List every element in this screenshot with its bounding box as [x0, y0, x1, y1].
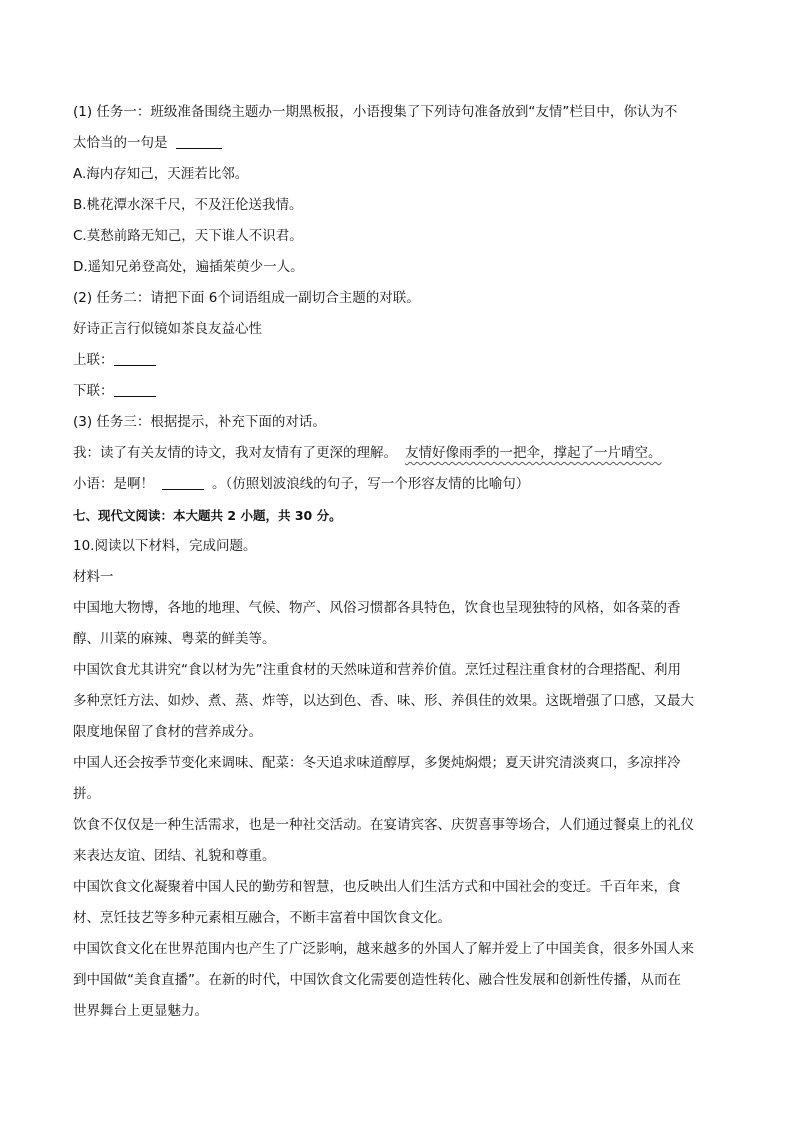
p4-line1: 饮食不仅仅是一种生活需求，也是一种社交活动。在宴请宾客、庆贺喜事等场合，人们通过餐桌上的礼仪 — [73, 817, 694, 833]
dialog-xiaoyu-suffix: 。（仿照划波浪线的句子，写一个形容友情的比喻句） — [212, 476, 530, 492]
lower-couplet-label: 下联： — [73, 383, 114, 399]
p5-line1: 中国饮食文化凝聚着中国人民的勤劳和智慧，也反映出人们生活方式和中国社会的变迁。千百年来，食 — [73, 879, 681, 895]
p4-line2: 来表达友谊、团结、礼貌和尊重。 — [73, 848, 276, 864]
dialog-xiaoyu-prefix: 小语：是啊！ — [73, 476, 154, 492]
wavy-underlined-sentence: 友情好像雨季的一把伞，撑起了一片晴空。 — [405, 445, 662, 461]
p6-line2: 到中国做“美食直播”。在新的时代，中国饮食文化需要创造性转化、融合性发展和创新性传播，从而在 — [73, 972, 681, 988]
section-heading-count: 2 — [227, 508, 237, 523]
q9-task1-line2-text: 太恰当的一句是 — [73, 135, 168, 151]
section-heading-suffix: 分。 — [316, 508, 342, 523]
p6-line3: 世界舞台上更显魅力。 — [73, 1003, 208, 1019]
dialog-xiaoyu-blank[interactable] — [162, 475, 204, 490]
dialog-xiaoyu — [73, 469, 723, 500]
p6-line1: 中国饮食文化在世界范围内也产生了广泛影响，越来越多的外国人了解并爱上了中国美食，很多外国人来 — [73, 941, 694, 957]
option-b: B.桃花潭水深千尺，不及汪伦送我情。 — [73, 197, 303, 213]
q9-task2: (2) 任务二：请把下面 6个词语组成一副切合主题的对联。 — [73, 290, 420, 306]
lower-couplet-line — [73, 376, 723, 407]
section-heading-mid: 小题，共 — [240, 508, 291, 523]
q10-title: 10.阅读以下材料，完成问题。 — [73, 538, 257, 554]
upper-couplet-line — [73, 345, 723, 376]
p3-line2: 拼。 — [73, 786, 100, 802]
q9-task1-line1: (1) 任务一：班级准备围绕主题办一期黑板报，小语搜集了下列诗句准备放到“友情”栏目中，你认为不 — [73, 104, 678, 120]
p1-line2: 醇、川菜的麻辣、粤菜的鲜美等。 — [73, 631, 276, 647]
dialog-me-prefix: 我：读了有关友情的诗文，我对友情有了更深的理解。 — [73, 445, 397, 461]
p5-line2: 材、烹饪技艺等多种元素相互融合，不断丰富着中国饮食文化。 — [73, 910, 451, 926]
q9-task3: (3) 任务三：根据提示，补充下面的对话。 — [73, 414, 326, 430]
q9-words: 好诗正言行似镜如茶良友益心性 — [73, 321, 262, 337]
p1-line1: 中国地大物博，各地的地理、气候、物产、风俗习惯都各具特色，饮食也呈现独特的风格，如各菜的香 — [73, 600, 681, 616]
section-heading-prefix: 七、现代文阅读：本大题共 — [73, 508, 224, 523]
option-c: C.莫愁前路无知己，天下谁人不识君。 — [73, 228, 303, 244]
p2-line3: 限度地保留了食材的营养成分。 — [73, 724, 262, 740]
document-page — [73, 97, 723, 1027]
option-a: A.海内存知己，天涯若比邻。 — [73, 166, 249, 182]
p3-line1: 中国人还会按季节变化来调味、配菜：冬天追求味道醇厚，多煲炖焖煨；夏天讲究清淡爽口，多凉拌冷 — [73, 755, 681, 771]
lower-couplet-blank[interactable] — [114, 382, 156, 397]
option-d: D.遥知兄弟登高处，遍插茱萸少一人。 — [73, 259, 304, 275]
section-heading-score: 30 — [294, 508, 313, 523]
section-heading — [73, 500, 723, 531]
upper-couplet-blank[interactable] — [114, 351, 156, 366]
q9-task1-line2 — [73, 128, 723, 159]
upper-couplet-label: 上联： — [73, 352, 114, 368]
p2-line2: 多种烹饪方法、如炒、煮、蒸、炸等，以达到色、香、味、形、养俱佳的效果。这既增强了口感，又最大 — [73, 693, 694, 709]
answer-blank[interactable] — [176, 134, 222, 149]
dialog-me — [73, 438, 723, 469]
p2-line1: 中国饮食尤其讲究“食以材为先”注重食材的天然味道和营养价值。烹饪过程注重食材的合理搭配、利用 — [73, 662, 681, 678]
material-label: 材料一 — [73, 569, 114, 585]
